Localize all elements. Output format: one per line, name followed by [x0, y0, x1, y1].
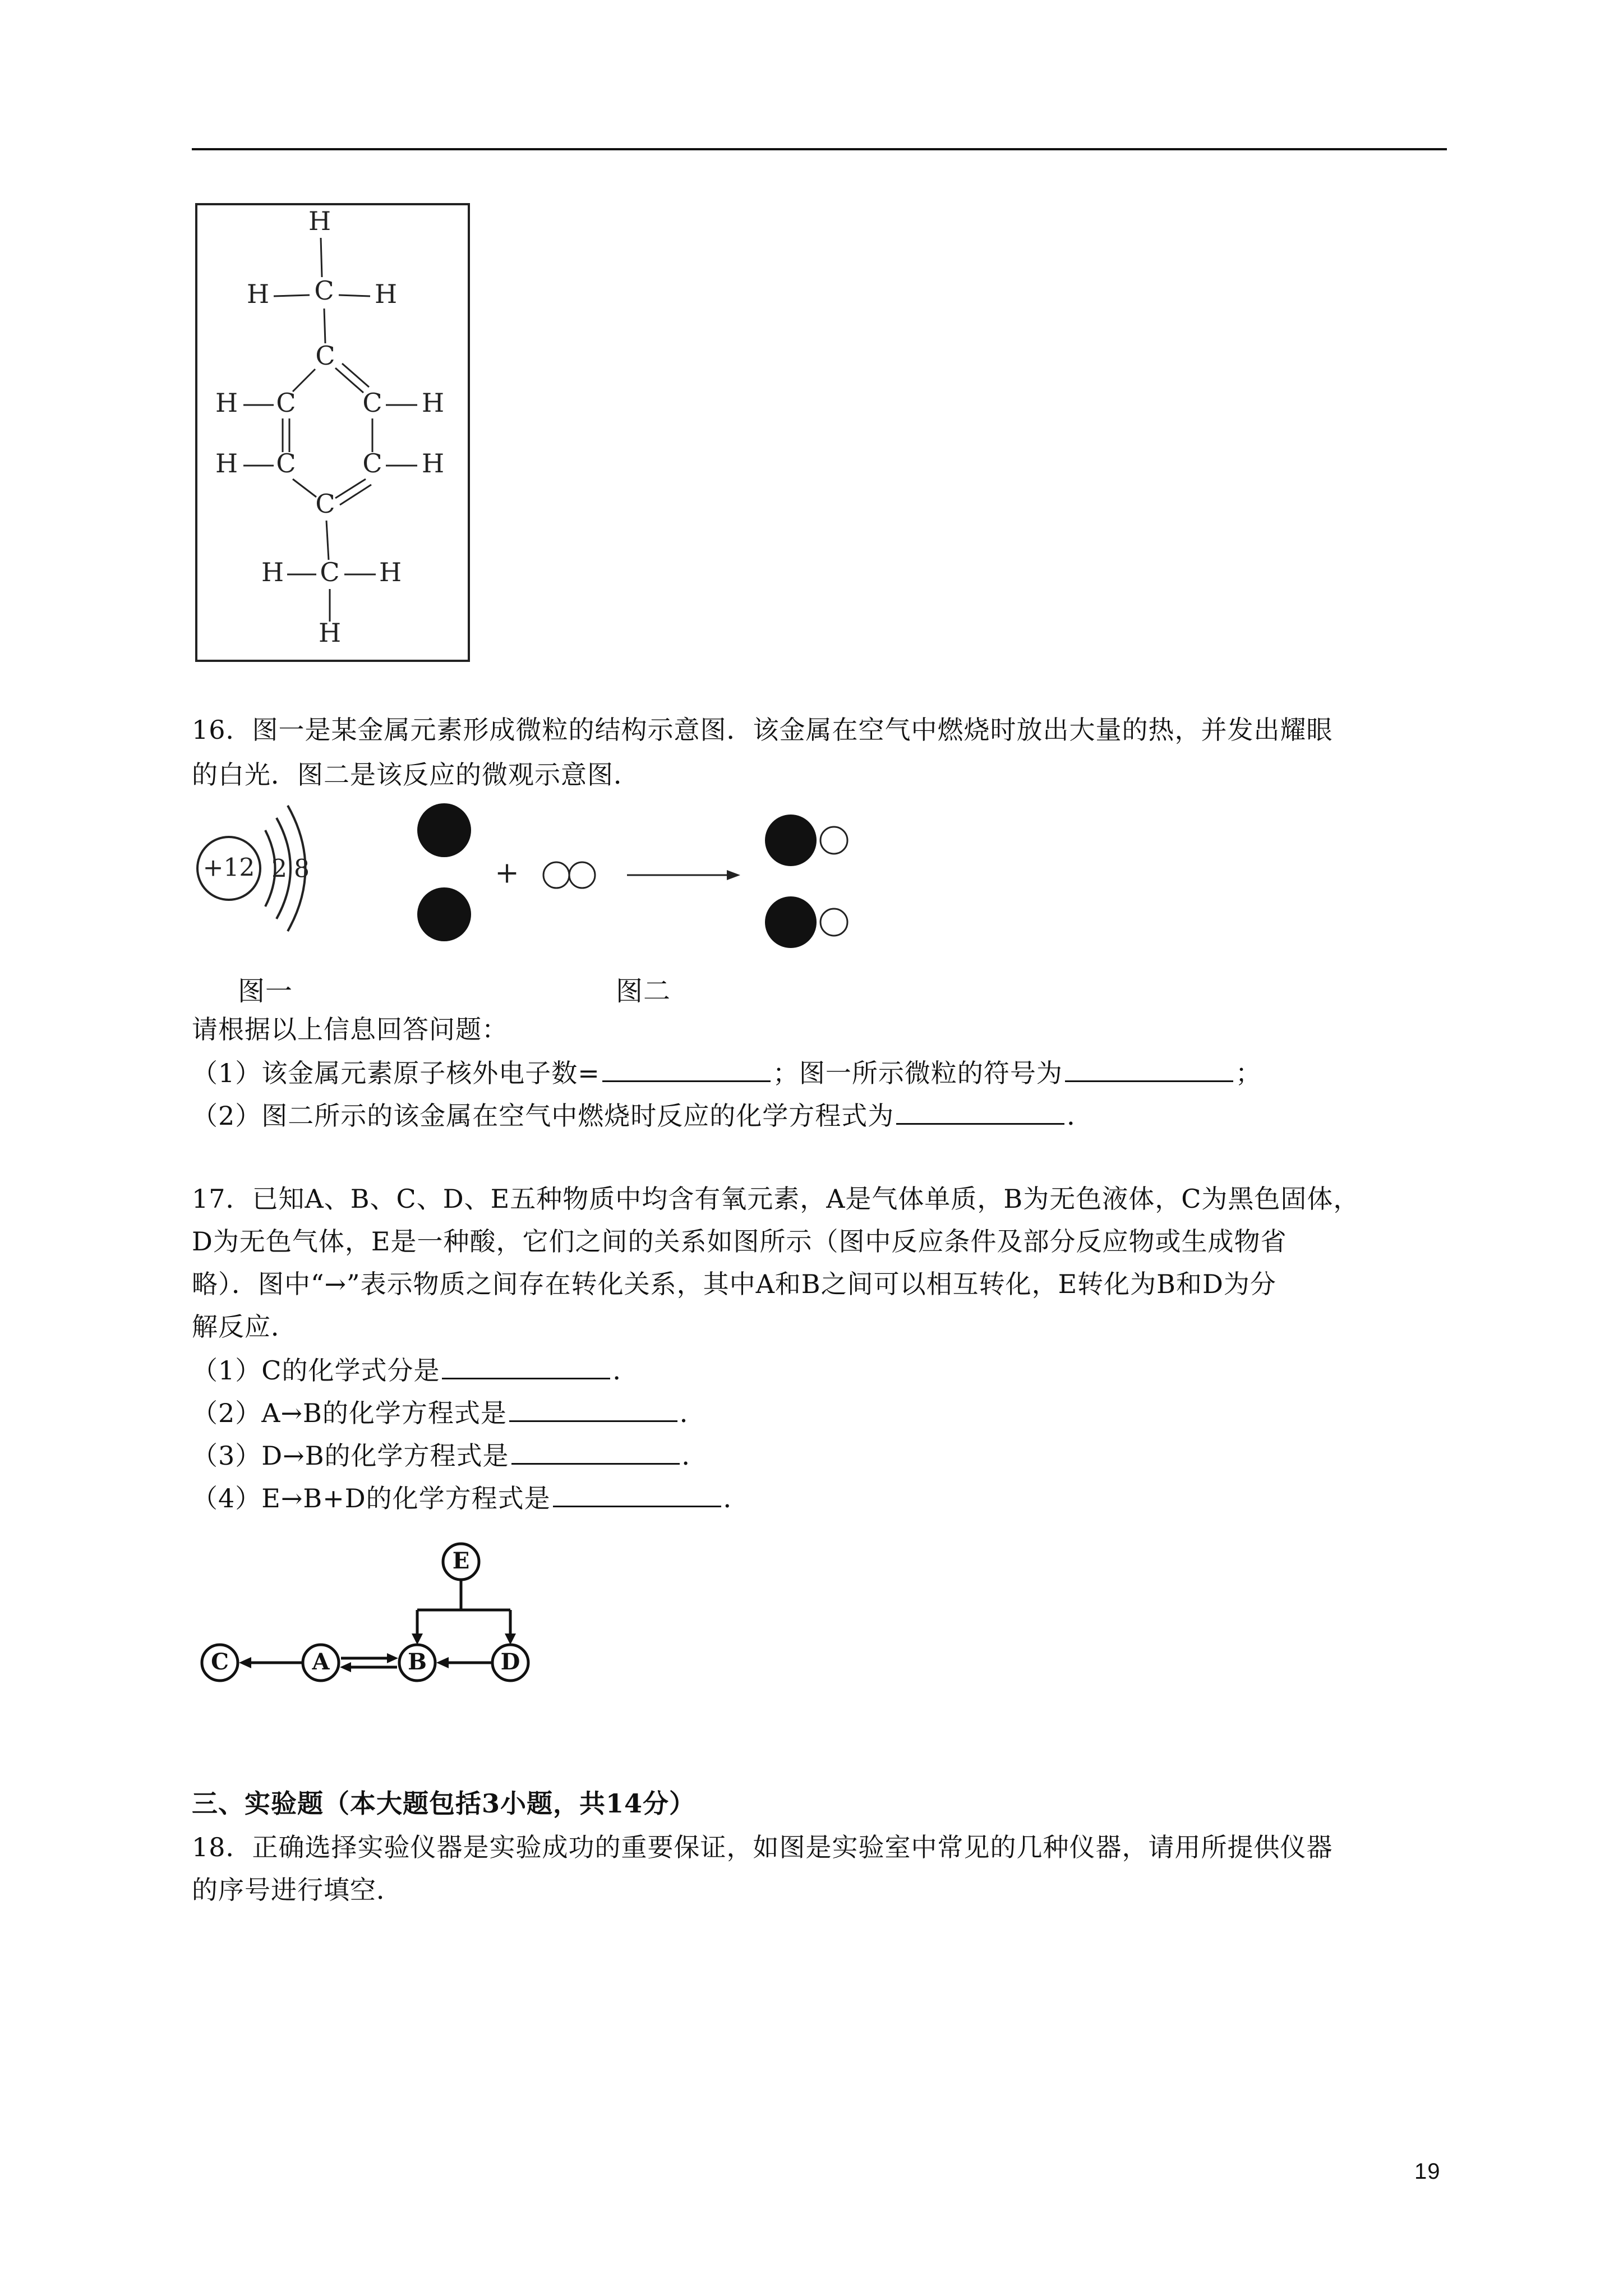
atom-h: H: [374, 279, 398, 309]
q17-line2: D为无色气体，E是一种酸，它们之间的关系如图所示（图中反应条件及部分反应物或生成物省: [192, 1226, 1287, 1257]
q16-prompt: 请根据以上信息回答问题：: [192, 1014, 508, 1045]
atom-structure-diagram: [195, 797, 319, 942]
q17-sub4-text: （4）E→B+D的化学方程式是: [192, 1483, 551, 1513]
oxygen-atom: [820, 909, 847, 936]
atom-c: C: [315, 341, 335, 371]
q17-sub1-text: （1）C的化学式分是: [192, 1355, 440, 1386]
q16-sub1-text-c: ；: [1235, 1058, 1262, 1088]
node-b-label: B: [408, 1649, 427, 1675]
node-c-label: C: [211, 1649, 229, 1675]
q17-sub3-text: （3）D→B的化学方程式是: [192, 1441, 509, 1471]
period: ．: [681, 1441, 708, 1471]
metal-atom: [765, 815, 817, 866]
nucleus-charge: +12: [202, 853, 255, 882]
atom-h: H: [379, 557, 402, 587]
metal-atom: [417, 887, 471, 941]
q16-line1: 16．图一是某金属元素形成微粒的结构示意图．该金属在空气中燃烧时放出大量的热，并发出耀眼: [192, 715, 1333, 745]
atom-h: H: [215, 448, 238, 478]
page-number: 19: [1414, 2159, 1441, 2184]
q17-sub4: [192, 1481, 750, 1515]
answer-blank[interactable]: [602, 1056, 771, 1082]
atom-h: H: [246, 279, 270, 309]
q17-sub2: [192, 1396, 706, 1429]
figure-1-label: 图一: [238, 976, 293, 1007]
q17-line3: 略）．图中“→”表示物质之间存在转化关系，其中A和B之间可以相互转化，E转化为B和D为分: [192, 1269, 1276, 1299]
atom-c: C: [362, 448, 382, 478]
reaction-micro-diagram: [409, 802, 869, 948]
atom-h: H: [261, 557, 284, 587]
node-a-label: A: [312, 1649, 330, 1675]
q17-line1: 17．已知A、B、C、D、E五种物质中均含有氧元素，A是气体单质，B为无色液体，C为黑色固体，: [192, 1184, 1360, 1214]
atom-h: H: [421, 448, 445, 478]
q18-line2: 的序号进行填空．: [192, 1875, 403, 1905]
atom-h: H: [318, 618, 342, 648]
answer-blank[interactable]: [509, 1396, 677, 1422]
structural-formula-diagram: [195, 203, 470, 662]
period: ．: [723, 1483, 750, 1513]
atom-c: C: [362, 388, 382, 418]
period: ．: [612, 1355, 639, 1386]
q17-sub2-text: （2）A→B的化学方程式是: [192, 1398, 507, 1428]
q16-sub2-text-a: （2）图二所示的该金属在空气中燃烧时反应的化学方程式为: [192, 1101, 895, 1131]
atom-c: C: [320, 557, 340, 587]
q18-line1: 18．正确选择实验仪器是实验成功的重要保证，如图是实验室中常见的几种仪器，请用所提供仪器: [192, 1832, 1333, 1862]
answer-blank[interactable]: [553, 1481, 721, 1507]
answer-blank[interactable]: [511, 1438, 680, 1465]
atom-h: H: [421, 388, 445, 418]
q16-sub1-text-a: （1）该金属元素原子核外电子数=: [192, 1058, 600, 1088]
node-d-label: D: [500, 1649, 520, 1675]
oxygen-atom: [543, 862, 569, 888]
shell-2-electrons: 8: [294, 854, 310, 884]
q16-sub2-text-b: ．: [1067, 1101, 1094, 1131]
metal-atom: [765, 896, 817, 948]
oxygen-atom: [569, 862, 595, 888]
node-e-label: E: [452, 1548, 470, 1574]
q16-sub2: [192, 1098, 1093, 1132]
section-3-heading: 三、实验题（本大题包括3小题，共14分）: [192, 1788, 696, 1819]
answer-blank[interactable]: [442, 1353, 610, 1379]
q16-line2: 的白光．图二是该反应的微观示意图．: [192, 760, 640, 790]
atom-h: H: [308, 206, 331, 236]
q17-sub1: [192, 1353, 639, 1387]
shell-1-electrons: 2: [271, 854, 287, 884]
period: ．: [679, 1398, 706, 1428]
atom-c: C: [276, 448, 296, 478]
q16-sub1: [192, 1056, 1262, 1089]
substance-relation-diagram: [192, 1537, 540, 1694]
metal-atom: [417, 803, 471, 857]
figure-2-label: 图二: [616, 976, 671, 1007]
atom-c: C: [276, 388, 296, 418]
atom-h: H: [215, 388, 238, 418]
q17-sub3: [192, 1438, 708, 1472]
plus-sign: +: [495, 856, 519, 890]
atom-c: C: [315, 489, 335, 519]
reaction-arrow-head: [727, 870, 740, 880]
answer-blank[interactable]: [1065, 1056, 1233, 1082]
q17-line4: 解反应．: [192, 1312, 297, 1342]
oxygen-atom: [820, 827, 847, 854]
atom-c: C: [314, 275, 334, 306]
header-rule: [192, 148, 1447, 150]
q16-sub1-text-b: ；图一所示微粒的符号为: [772, 1058, 1063, 1088]
answer-blank[interactable]: [896, 1098, 1064, 1125]
